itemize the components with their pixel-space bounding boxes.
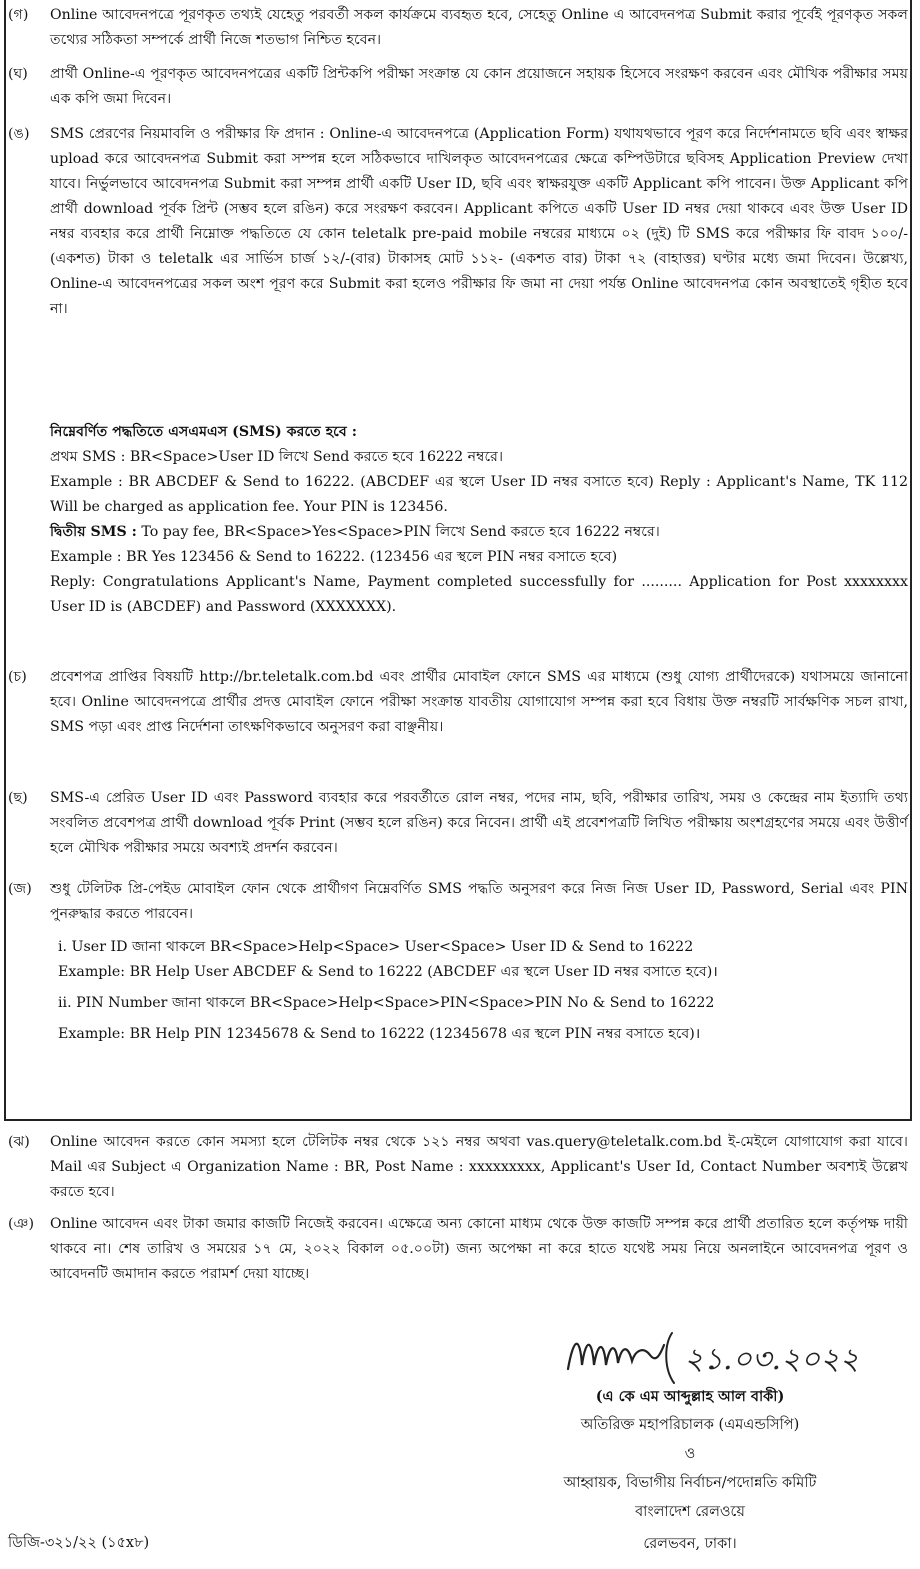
second-sms <box>50 520 908 545</box>
item-text: Online আবেদন করতে কোন সমস্যা হলে টেলিটক নম্বর থেকে ১২১ নম্বর অথবা vas.query@teletalk.com.bd ই-মেইলে যোগাযোগ করা যাবে। Mail এর Subject এ Organization Name : BR, Post Name : xxxxxxxxx, Applicant's User Id, Contact Number অবশ্যই উল্লেখ করতে হবে। <box>50 1134 908 1200</box>
signatory-title: অতিরিক্ত মহাপরিচালক (এমএন্ডসিপি) <box>580 1417 800 1433</box>
item-marker: (ঙ) <box>8 126 30 142</box>
item-text: প্রবেশপত্র প্রাপ্তির বিষয়টি http://br.teletalk.com.bd এবং প্রার্থীর মোবাইল ফোনে SMS এর মাধ্যমে (শুধু যোগ্য প্রার্থীদেরকে) যথাসময়ে জানানো হবে। Online আবেদনপত্রে প্রার্থীর প্রদত্ত মোবাইল ফোনে পরীক্ষা সংক্রান্ত যাবতীয় যোগাযোগ সম্পন্ন করা হবে বিধায় উক্ত নম্বরটি সার্বক্ষণিক সচল রাখা, SMS পড়া এবং প্রাপ্ত নির্দেশনা তাৎক্ষণিকভাবে অনুসরণ করা বাঞ্ছনীয়। <box>50 669 908 735</box>
sms-instructions <box>8 420 908 620</box>
item-marker: (গ) <box>8 7 29 23</box>
instruction-item-ca <box>8 665 908 740</box>
instruction-item-umo <box>8 122 908 322</box>
signatory-place: রেলভবন, ঢাকা। <box>643 1536 737 1552</box>
instruction-item-gha <box>8 62 908 112</box>
first-sms-example: Example : BR ABCDEF & Send to 16222. (ABCDEF এর স্থলে User ID নম্বর বসাতে হবে) Reply : Applicant's Name, TK 112 Will be charged as application fee. Your PIN is 123456. <box>50 474 908 515</box>
second-sms-example: Example : BR Yes 123456 & Send to 16222. (123456 এর স্থলে PIN নম্বর বসাতে হবে) <box>50 549 618 565</box>
instruction-item-cha <box>8 786 908 861</box>
handwritten-signature <box>560 1325 880 1385</box>
second-sms-reply: Reply: Congratulations Applicant's Name, Payment completed successfully for ......... Application for Post xxxxxxxx User ID is (ABCDEF) and Password (XXXXXXX). <box>50 574 908 615</box>
signatory-name: (এ কে এম আব্দুল্লাহ আল বাকী) <box>595 1388 785 1405</box>
instruction-item-nya <box>8 1212 908 1287</box>
item-marker: (ছ) <box>8 790 28 806</box>
item-marker: (জ) <box>8 881 32 897</box>
recovery-user-id-example: Example: BR Help User ABCDEF & Send to 16222 (ABCDEF এর স্থলে User ID নম্বর বসাতে হবে)। <box>58 964 718 980</box>
recovery-pin-example: Example: BR Help PIN 12345678 & Send to 16222 (12345678 এর স্থলে PIN নম্বর বসাতে হবে)। <box>58 1026 701 1042</box>
signature-date: ২১.০৩.২০২২ <box>684 1342 860 1377</box>
item-marker: (ঝ) <box>8 1134 30 1150</box>
second-sms-text: To pay fee, BR<Space>Yes<Space>PIN লিখে Send করতে হবে 16222 নম্বরে। <box>136 524 660 540</box>
signatory-and: ও <box>684 1446 696 1462</box>
signatory-committee: আহ্বায়ক, বিভাগীয় নির্বাচন/পদোন্নতি কমিটি <box>563 1475 817 1491</box>
recovery-pin: ii. PIN Number জানা থাকলে BR<Space>Help<Space>PIN<Space>PIN No & Send to 16222 <box>58 995 715 1011</box>
first-sms: প্রথম SMS : BR<Space>User ID লিখে Send করতে হবে 16222 নম্বরে। <box>50 449 504 465</box>
item-text: Online আবেদনপত্রে পূরণকৃত তথ্যই যেহেতু পরবর্তী সকল কার্যক্রমে ব্যবহৃত হবে, সেহেতু Online এ আবেদনপত্র Submit করার পূর্বেই পূরণকৃত সকল তথ্যের সঠিকতা সম্পর্কে প্রার্থী নিজে শতভাগ নিশ্চিত হবেন। <box>50 7 908 48</box>
memo-number: ডিজি-৩২১/২২ (১৫x৮) <box>8 1535 150 1551</box>
item-text: Online আবেদন এবং টাকা জমার কাজটি নিজেই করবেন। এক্ষেত্রে অন্য কোনো মাধ্যম থেকে উক্ত কাজটি সম্পন্ন করে প্রার্থী প্রতারিত হলে কর্তৃপক্ষ দায়ী থাকবে না। শেষ তারিখ ও সময়ের ১৭ মে, ২০২২ বিকাল ০৫.০০টা) জন্য অপেক্ষা না করে হাতে যথেষ্ট সময় নিয়ে অনলাইনে আবেদনপত্র পূরণ ও আবেদনটি জমাদান করতে পরামর্শ দেয়া যাচ্ছে। <box>50 1216 908 1282</box>
signatory-organization: বাংলাদেশ রেলওয়ে <box>635 1504 745 1520</box>
item-text: শুধু টেলিটক প্রি-পেইড মোবাইল ফোন থেকে প্রার্থীগণ নিম্নেবর্ণিত SMS পদ্ধতি অনুসরণ করে নিজ নিজ User ID, Password, Serial এবং PIN পুনরুদ্ধার করতে পারবেন। <box>50 881 908 922</box>
instruction-item-ga <box>8 3 908 53</box>
second-sms-label: দ্বিতীয় SMS : <box>50 524 137 540</box>
recovery-user-id: i. User ID জানা থাকলে BR<Space>Help<Space> User<Space> User ID & Send to 16222 <box>58 939 694 955</box>
item-text: প্রার্থী Online-এ পূরণকৃত আবেদনপত্রের একটি প্রিন্টকপি পরীক্ষা সংক্রান্ত যে কোন প্রয়োজনে সহায়ক হিসেবে সংরক্ষণ করবেন এবং মৌখিক পরীক্ষার সময় এক কপি জমা দিবেন। <box>50 66 908 107</box>
instruction-item-ja <box>8 877 908 1047</box>
item-text: SMS-এ প্রেরিত User ID এবং Password ব্যবহার করে পরবর্তীতে রোল নম্বর, পদের নাম, ছবি, পরীক্ষার তারিখ, সময় ও কেন্দ্রের নাম ইত্যাদি তথ্য সংবলিত প্রবেশপত্র প্রার্থী download পূর্বক Print (সম্ভব হলে রঙিন) করে নিবেন। প্রার্থী এই প্রবেশপত্রটি লিখিত পরীক্ষায় অংশগ্রহণের সময়ে এবং উত্তীর্ণ হলে মৌখিক পরীক্ষার সময়ে অবশ্যই প্রদর্শন করবেন। <box>50 790 908 856</box>
item-marker: (ঞ) <box>8 1216 35 1232</box>
item-text: SMS প্রেরণের নিয়মাবলি ও পরীক্ষার ফি প্রদান : Online-এ আবেদনপত্রে (Application Form) যথাযথভাবে পূরণ করে নির্দেশনামতে ছবি এবং স্বাক্ষর upload করে আবেদনপত্র Submit করা সম্পন্ন হলে সঠিকভাবে দাখিলকৃত আবেদনপত্রের ক্ষেত্রে কম্পিউটারে ছবিসহ Application Preview দেখা যাবে। নির্ভুলভাবে আবেদনপত্র Submit করা সম্পন্ন প্রার্থী একটি User ID, ছবি এবং স্বাক্ষরযুক্ত একটি Applicant কপি পাবেন। উক্ত Applicant কপি প্রার্থী download পূর্বক প্রিন্ট (সম্ভব হলে রঙিন) করে সংরক্ষণ করবেন। Applicant কপিতে একটি User ID নম্বর দেয়া থাকবে এবং উক্ত User ID নম্বর ব্যবহার করে প্রার্থী নিম্নোক্ত পদ্ধতিতে যে কোন teletalk pre-paid mobile নম্বরের মাধ্যমে ০২ (দুই) টি SMS করে পরীক্ষার ফি বাবদ ১০০/-(একশত) টাকা ও teletalk এর সার্ভিস চার্জ ১২/-(বার) টাকাসহ মোট ১১২- (একশত বার) টাকা ৭২ (বাহাত্তর) ঘণ্টার মধ্যে জমা দিবেন। উল্লেখ্য, Online-এ আবেদনপত্রের সকল অংশ পূরণ করে Submit করা হলেও পরীক্ষার ফি জমা না দেয়া পর্যন্ত Online আবেদনপত্র কোন অবস্থাতেই গৃহীত হবে না। <box>50 126 908 317</box>
item-marker: (চ) <box>8 669 27 685</box>
item-marker: (ঘ) <box>8 66 28 82</box>
sms-heading: নিম্নেবর্ণিত পদ্ধতিতে এসএমএস (SMS) করতে হবে : <box>50 424 357 440</box>
instruction-item-jha <box>8 1130 908 1205</box>
